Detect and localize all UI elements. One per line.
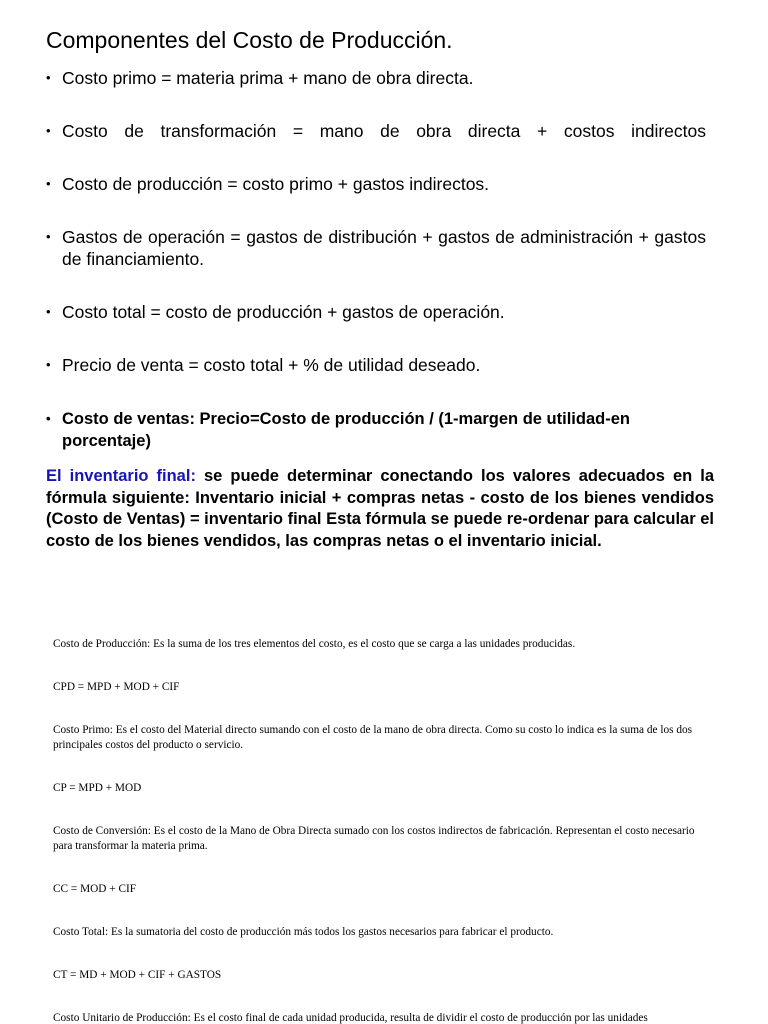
formula-cc: CC = MOD + CIF <box>53 883 137 895</box>
bullet-costo-produccion <box>46 173 706 195</box>
bullet-dot: • <box>46 176 51 191</box>
page-title: Componentes del Costo de Producción. <box>46 27 453 53</box>
bullet-gastos-operacion <box>46 226 706 270</box>
bullet-text: Costo primo = materia prima + mano de obra directa. <box>62 68 474 88</box>
bullet-text: Costo de ventas: Precio=Costo de producción / (1-margen de utilidad-en porcentaje) <box>62 410 630 450</box>
bullet-costo-transformacion <box>46 120 706 142</box>
bullet-dot: • <box>46 304 51 319</box>
bullet-text: Costo de transformación = mano de obra directa + costos indirectos <box>62 121 706 141</box>
definition-costo-conversion: Costo de Conversión: Es el costo de la Mano de Obra Directa sumado con los costos indirectos de fabricación. Representan el costo necesario para transformar la materia prima. <box>53 825 695 852</box>
bullet-precio-venta <box>46 354 706 376</box>
bullet-text: Costo total = costo de producción + gastos de operación. <box>62 302 505 322</box>
inventario-body: se puede determinar conectando los valores adecuados en la fórmula siguiente: Inventario inicial + compras netas - costo de los bienes vendidos (Costo de Ventas) = inventario final Esta fórmula se puede re-ordenar para calcular el costo de los bienes vendidos, las compras netas o el inventario inicial. <box>46 467 715 550</box>
inventario-lead: El inventario final <box>46 467 191 485</box>
formula-cpd: CPD = MPD + MOD + CIF <box>53 681 180 693</box>
definition-costo-primo: Costo Primo: Es el costo del Material directo sumando con el costo de la mano de obra directa. Como su costo lo indica es la suma de los dos principales costos del producto o servicio. <box>53 724 693 751</box>
bullet-costo-primo <box>46 67 706 89</box>
bullet-text: Costo de producción = costo primo + gastos indirectos. <box>62 174 490 194</box>
bullet-costo-total <box>46 301 706 323</box>
bullet-text: Gastos de operación = gastos de distribución + gastos de administración + gastos de financiamiento. <box>62 227 706 269</box>
formula-cp: CP = MPD + MOD <box>53 782 142 794</box>
bullet-text: Precio de venta = costo total + % de utilidad deseado. <box>62 355 481 375</box>
definition-costo-total: Costo Total: Es la sumatoria del costo de producción más todos los gastos necesarios para fabricar el producto. <box>53 926 554 938</box>
bullet-costo-ventas <box>46 408 666 452</box>
formula-ct: CT = MD + MOD + CIF + GASTOS <box>53 969 222 981</box>
bullet-dot: • <box>46 229 51 244</box>
definition-costo-unitario: Costo Unitario de Producción: Es el costo final de cada unidad producida, resulta de dividir el costo de producción por las unidades <box>53 1012 648 1024</box>
inventario-colon: : <box>190 467 196 485</box>
bullet-dot: • <box>46 123 51 138</box>
bullet-dot: • <box>46 411 51 426</box>
definition-costo-produccion: Costo de Producción: Es la suma de los tres elementos del costo, es el costo que se carga a las unidades producidas. <box>53 638 576 650</box>
inventario-paragraph <box>46 466 714 552</box>
bullet-dot: • <box>46 70 51 85</box>
bullet-dot: • <box>46 357 51 372</box>
